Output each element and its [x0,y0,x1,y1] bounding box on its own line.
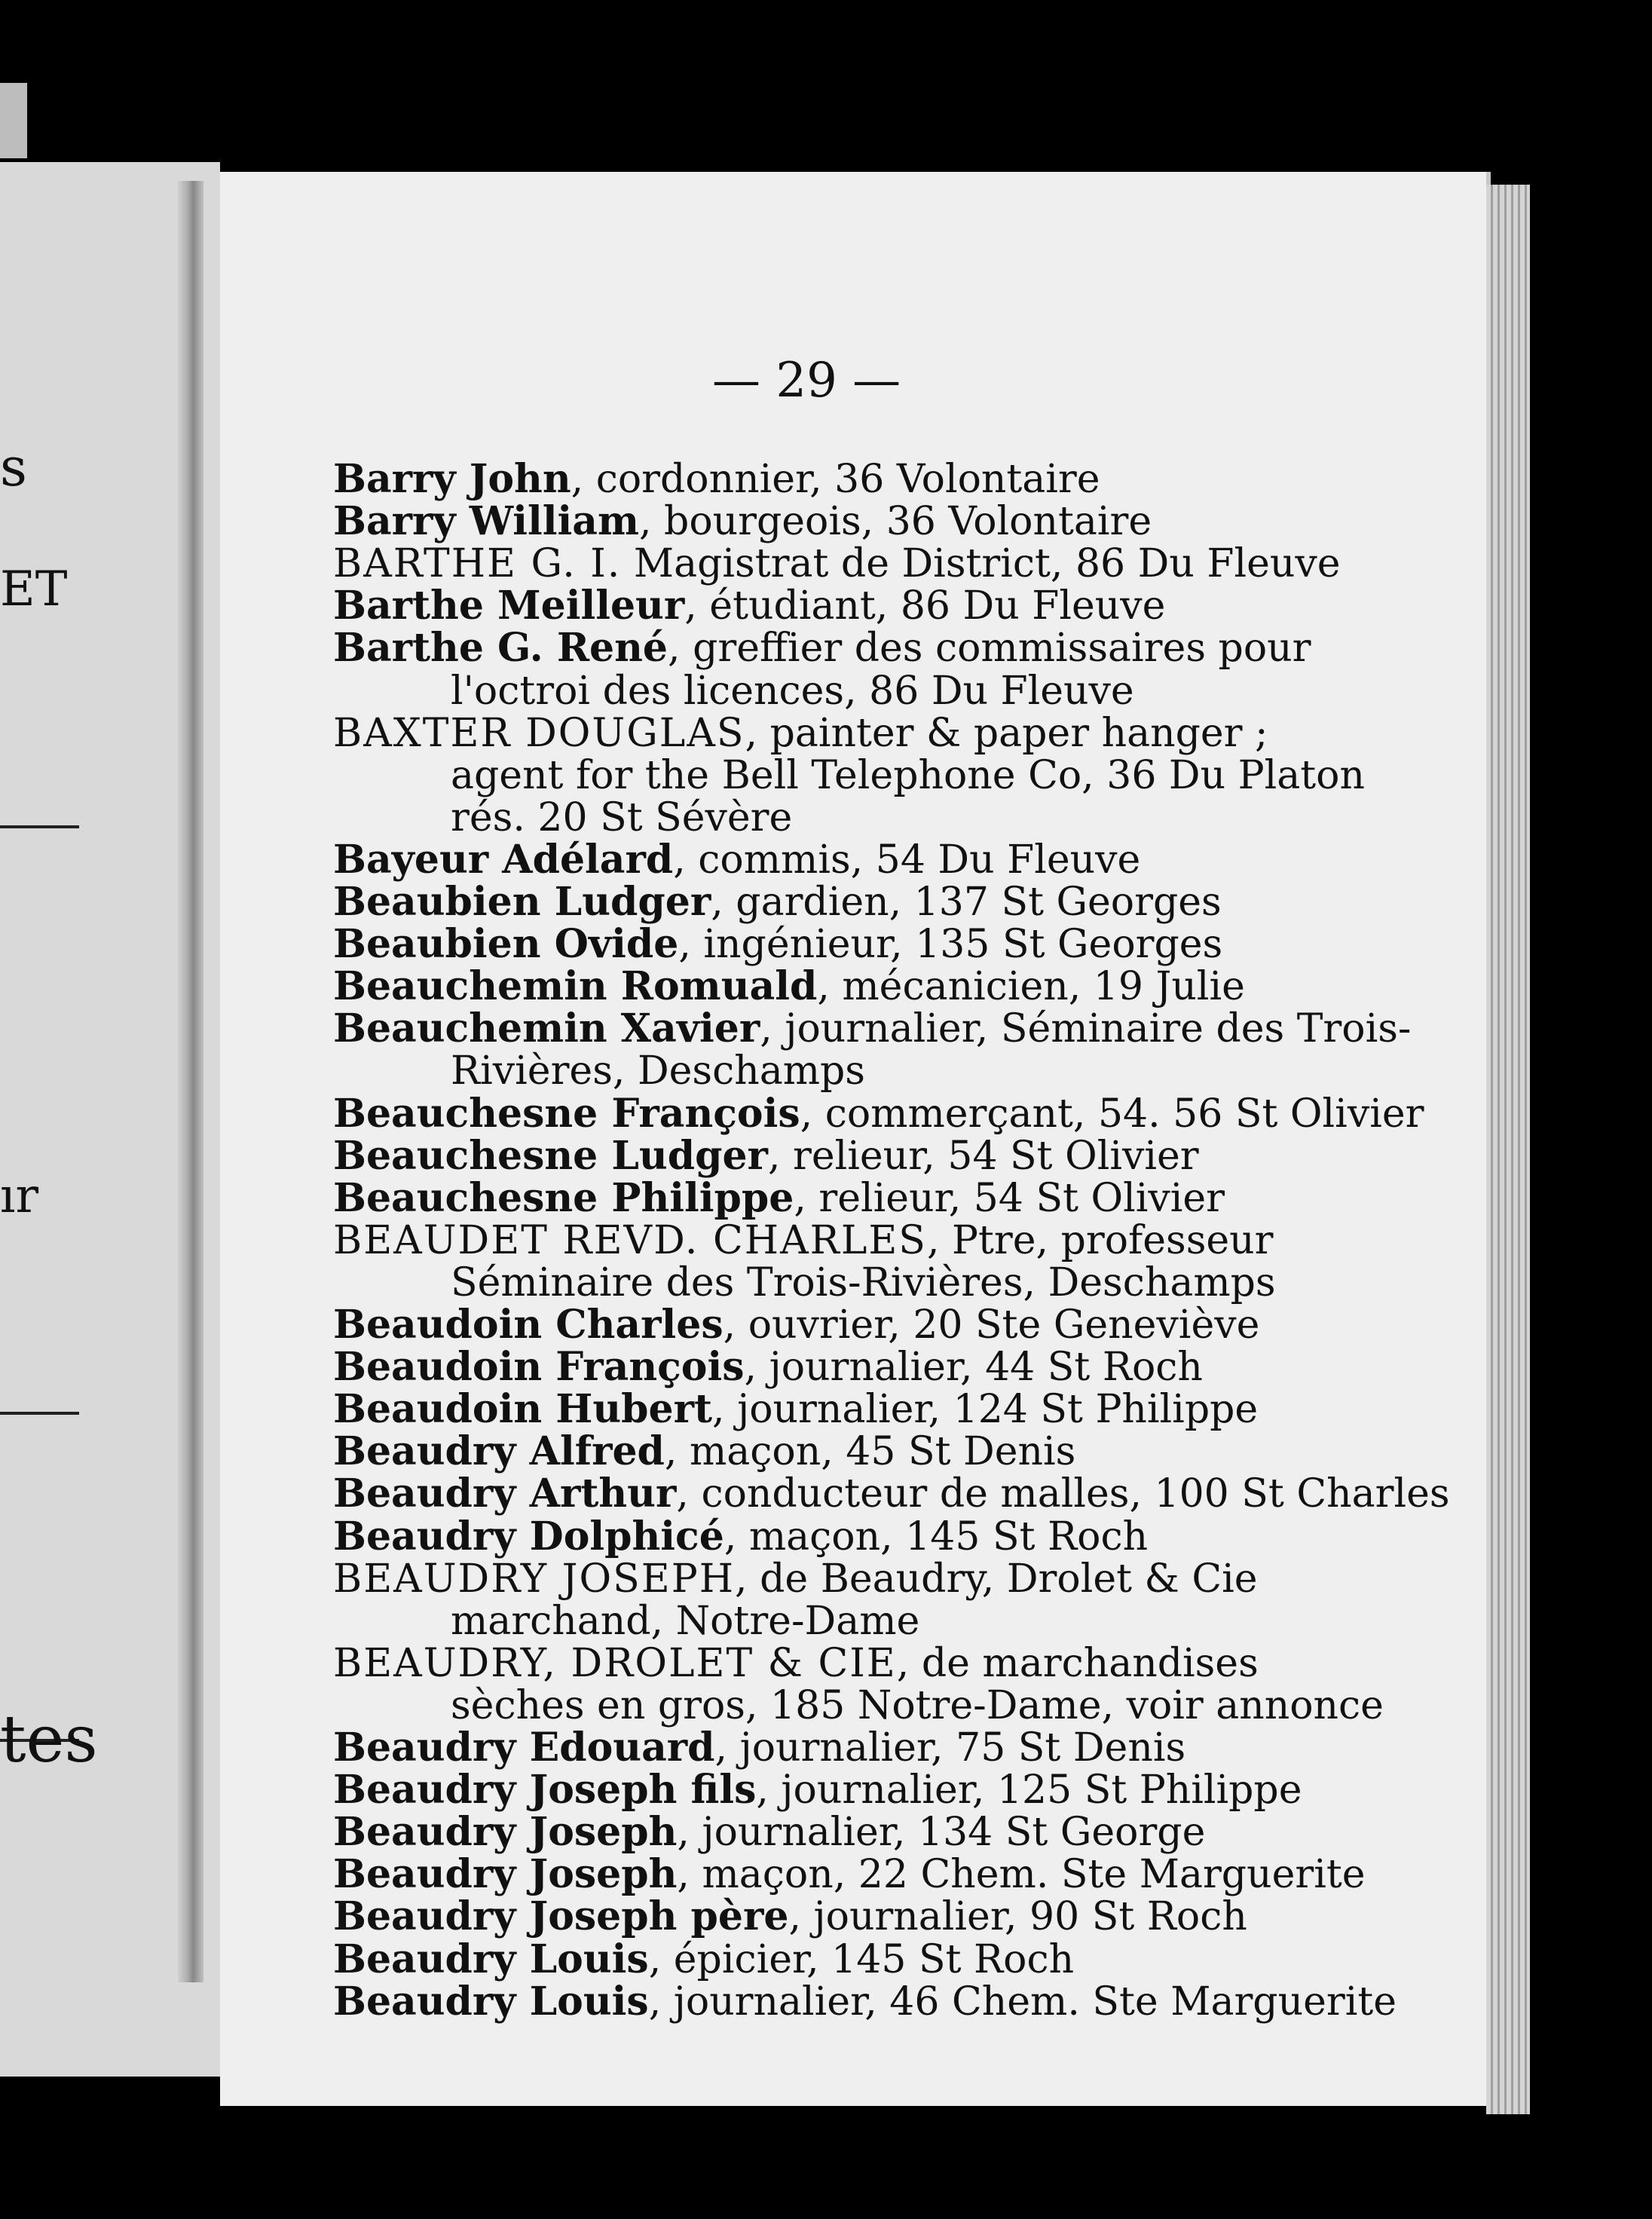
directory-entry [333,1132,1283,1179]
directory-entry [333,1513,1283,1559]
left-fragment-2: ET [0,562,68,617]
directory-entry [333,1471,1450,1517]
entry-details: , relieur, 54 St Olivier [767,1133,1199,1179]
entry-details: , épicier, 145 St Roch [648,1936,1075,1982]
directory-entry [333,1893,1283,1940]
entry-continuation [451,1259,1400,1305]
entry-name: Beaudry Joseph [333,1851,678,1898]
entry-name: Beaudoin Charles [333,1302,724,1348]
left-rule-2 [0,1412,79,1415]
directory-entry [333,625,1311,672]
directory-entry [333,1217,1283,1263]
binding-tab [0,83,27,158]
directory-entry [333,1304,1283,1346]
entry-name: BARTHE G. I. [333,541,622,587]
entry-name: Bayeur Adélard [333,836,674,883]
entry-name: Beaudry Joseph fils [333,1767,757,1813]
entry-name: BEAUDRY, DROLET & CIE [333,1640,897,1686]
left-rule-1 [0,825,79,828]
entry-details: , cordonnier, 36 Volontaire [571,457,1100,502]
entry-details: , greffier des commissaires pour [668,626,1311,672]
directory-entry [333,1174,1283,1221]
entry-details: , commerçant, 54. 56 St Olivier [800,1091,1424,1137]
entry-details: , journalier, 90 St Roch [788,1894,1247,1940]
entry-name: BAXTER DOUGLAS [333,710,745,756]
entry-name: Barry William [333,498,639,545]
directory-entry [333,881,1283,923]
entry-name: Barthe G. René [333,625,668,672]
entry-continuation [451,754,1400,797]
directory-entry [333,712,1283,754]
entry-details: , journalier, 124 St Philippe [712,1387,1259,1433]
entry-details: , ouvrier, 20 Ste Geneviève [723,1302,1260,1348]
entry-name: Beaudry Alfred [333,1428,665,1475]
directory-entry [333,1344,1283,1391]
entry-details: , relieur, 54 St Olivier [794,1175,1225,1221]
directory-entry [333,1978,1397,2025]
entry-continuation [451,670,1400,712]
entry-details: , conducteur de malles, 100 St Charles [676,1471,1450,1517]
entry-name: Beaudry Joseph [333,1809,678,1856]
entry-details: , maçon, 22 Chem. Ste Marguerite [677,1852,1366,1898]
entry-details: , bourgeois, 36 Volontaire [638,499,1152,545]
book-gutter [178,181,203,1982]
entry-continuation [451,1600,1400,1642]
directory-entry [333,1851,1366,1898]
entry-name: Beaudry Louis [333,1936,649,1982]
entry-name: Beaudry Arthur [333,1471,677,1517]
directory-entry [333,1558,1283,1600]
left-fragment-4: tes [0,1702,98,1777]
directory-entry [333,963,1283,1010]
directory-entry [333,1809,1283,1856]
entry-details: , maçon, 145 St Roch [724,1514,1149,1559]
entry-details: sèches en gros, 185 Notre-Dame, voir annonce [451,1682,1384,1728]
entry-continuation [451,1050,1400,1092]
entry-details: , de Beaudry, Drolet & Cie [735,1556,1258,1602]
entry-details: , commis, 54 Du Fleuve [673,837,1141,883]
directory-entry [333,1005,1412,1052]
entry-name: Beauchemin Romuald [333,963,818,1010]
entry-details: l'octroi des licences, 86 Du Fleuve [451,668,1134,714]
entry-name: Barry John [333,456,571,502]
entry-name: Beauchesne Ludger [333,1132,768,1179]
entry-details: Magistrat de District, 86 Du Fleuve [621,541,1341,587]
entry-name: Beaudry Louis [333,1978,649,2025]
page-edges [1486,185,1530,2114]
entry-details: rés. 20 St Sévère [451,794,793,840]
directory-entry [333,585,1283,627]
directory-entry [333,1642,1283,1685]
entry-name: Beaudoin Hubert [333,1386,713,1433]
entry-details: , journalier, Séminaire des Trois- [760,1006,1412,1052]
entry-details: , journalier, 46 Chem. Ste Marguerite [648,1979,1397,2025]
entry-name: Beauchesne Philippe [333,1174,794,1221]
entry-name: Barthe Meilleur [333,583,685,629]
entry-details: Séminaire des Trois-Rivières, Deschamps [451,1259,1276,1305]
directory-entry [333,1767,1302,1813]
entry-name: Beaudry Dolphicé [333,1513,724,1559]
entry-details: agent for the Bell Telephone Co, 36 Du Platon [451,752,1365,798]
entry-name: Beaubien Ludger [333,879,711,925]
directory-entry [333,1090,1424,1137]
entry-details: marchand, Notre-Dame [451,1598,920,1644]
entry-details: , journalier, 75 St Denis [714,1725,1186,1771]
entry-name: Beaubien Ovide [333,921,679,968]
entry-name: Beauchemin Xavier [333,1005,760,1052]
entry-details: , étudiant, 86 Du Fleuve [684,583,1166,629]
entry-details: , journalier, 44 St Roch [744,1345,1203,1391]
directory-entry [333,1936,1283,1982]
entry-name: Beauchesne François [333,1090,800,1137]
directory-entry [333,500,1283,543]
directory-entry [333,1727,1283,1769]
directory-entry [333,541,1341,587]
page-number: — 29 — [712,353,901,409]
entry-details: , Ptre, professeur [926,1217,1274,1263]
entry-details: , maçon, 45 St Denis [664,1429,1076,1475]
directory-entry [333,836,1283,883]
entry-details: , journalier, 134 St George [677,1810,1206,1856]
entry-details: , painter & paper hanger ; [745,710,1268,756]
entry-details: Rivières, Deschamps [451,1048,865,1094]
entry-name: Beaudry Edouard [333,1725,715,1771]
left-fragment-1: s [0,436,27,498]
entry-continuation [451,1682,1400,1728]
entry-details: , journalier, 125 St Philippe [756,1768,1302,1813]
entry-details: , ingénieur, 135 St Georges [678,922,1223,968]
directory-entry [333,458,1283,500]
entry-continuation [451,794,1400,840]
directory-entry [333,1388,1283,1431]
entry-name: Beaudoin François [333,1344,745,1391]
entry-name: BEAUDET REVD. CHARLES [333,1217,927,1263]
left-fragment-3: ır [0,1168,39,1224]
directory-entry [333,923,1283,966]
entry-name: Beaudry Joseph père [333,1893,789,1940]
entry-details: , gardien, 137 St Georges [711,880,1222,925]
entry-details: , mécanicien, 19 Julie [817,964,1245,1010]
entry-name: BEAUDRY JOSEPH [333,1556,736,1602]
directory-entry [333,1428,1283,1475]
entry-details: , de marchandises [896,1640,1259,1686]
